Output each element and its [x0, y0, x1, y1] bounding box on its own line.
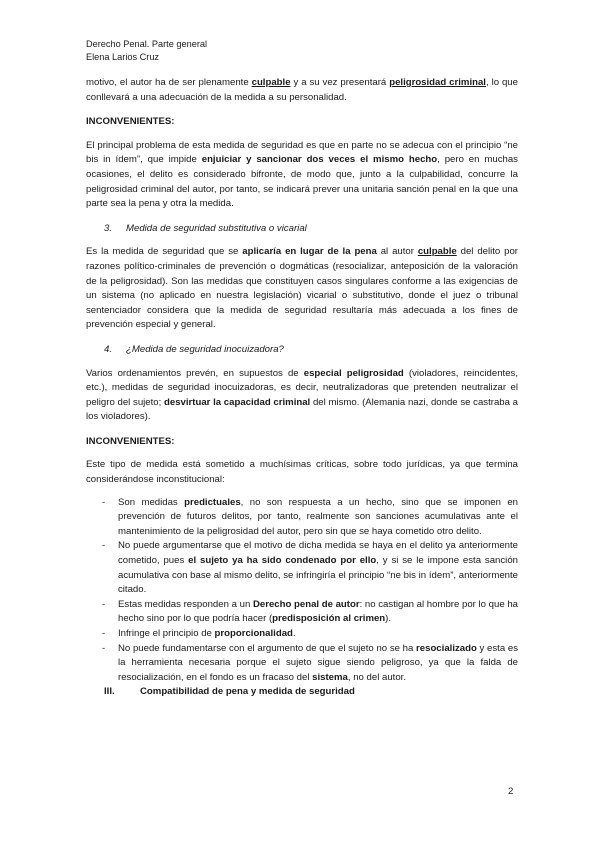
text: Es la medida de seguridad que se	[86, 246, 243, 258]
text: del mismo. (Alemania nazi, donde se castraba a los violadores).	[86, 396, 519, 423]
emphasis: sistema	[312, 671, 348, 683]
emphasis: enjuiciar y sancionar dos veces el mismo hecho	[201, 154, 438, 166]
text: del delito por razones político-criminales de prevención o dogmáticas (resocializar, anteposición de la valoración de la peligrosidad). Son las medidas que constituyen casos singulares conforme a las exigencias de un sistema (no aplicado en nuestra legislación) vicarial o substitutivo, donde el juez o tribunal sentenciador considera que la medida de seguridad resultaría más adecuada a los fines de prevención especial y general.	[86, 246, 518, 331]
paragraph-inocuizadora	[86, 367, 518, 425]
emphasis: especial peligrosidad	[303, 367, 404, 379]
text: Varios ordenamientos prevén, en supuestos de	[86, 367, 304, 379]
page-body	[86, 76, 518, 700]
list-item	[86, 496, 518, 540]
heading-inconvenientes-1: INCONVENIENTES:	[86, 116, 175, 128]
list-item	[86, 539, 518, 597]
text: : no castigan al hombre por lo que ha hecho sino por lo que podría hacer (	[118, 598, 519, 625]
paragraph-continuation	[86, 76, 518, 105]
text: y a su vez presentará	[290, 77, 390, 88]
dash-bullet: -	[102, 628, 106, 639]
text: al autor	[376, 246, 418, 258]
paragraph-inconvenientes-1	[86, 139, 518, 212]
emphasis: Derecho penal de autor	[252, 598, 360, 610]
emphasis-culpable: culpable	[417, 246, 457, 258]
text: ).	[385, 613, 392, 625]
criticism-list	[86, 496, 518, 686]
dash-bullet: -	[102, 642, 106, 654]
emphasis: predictuales	[184, 496, 241, 508]
subheading-text: ¿Medida de seguridad inocuizadora?	[126, 343, 284, 355]
text: No puede fundamentarse con el argumento de que el sujeto no se ha	[118, 642, 417, 654]
subheading-number: 4.	[104, 343, 113, 355]
subheading-number: 3.	[104, 222, 113, 234]
text: , lo que conllevará a una adecuación de la medida a su personalidad.	[86, 77, 518, 103]
paragraph-vicarial	[86, 245, 518, 333]
dash-bullet: -	[102, 496, 106, 508]
subheading-medida-vicarial	[86, 222, 518, 237]
text: Infringe el principio de	[118, 628, 215, 639]
list-item	[86, 598, 518, 627]
header-course-title: Derecho Penal. Parte general	[86, 39, 208, 49]
list-item	[86, 642, 518, 686]
emphasis: resocializado	[416, 642, 477, 654]
subheading-text: Medida de seguridad substitutiva o vicarial	[126, 222, 307, 234]
text: , no son respuesta a un hecho, sino que se imponen en prevención de futuros delitos, por tanto, realmente son sanciones acumulativas ante el mantenimiento de la peligrosidad del autor, pero sin que se haya cometido otro delito.	[118, 496, 519, 537]
emphasis: proporcionalidad	[214, 628, 293, 639]
section-title: Compatibilidad de pena y medida de seguridad	[140, 686, 355, 698]
emphasis-peligrosidad: peligrosidad criminal	[389, 77, 486, 88]
text: , no del autor.	[347, 671, 406, 683]
emphasis: desvirtuar la capacidad criminal	[164, 396, 311, 408]
text: y esta es la herramienta necesaria porque el sujeto sigue siendo peligroso, ya que la falda de resocialización, en el fondo es un fracaso del	[118, 642, 518, 683]
heading-inconvenientes-2: INCONVENIENTES:	[86, 435, 175, 447]
subheading-medida-inocuizadora	[86, 343, 518, 358]
text: Estas medidas responden a un	[118, 598, 253, 610]
page-header	[86, 38, 207, 64]
dash-bullet: -	[102, 598, 106, 610]
text: motivo, el autor ha de ser plenamente	[86, 77, 252, 88]
emphasis: predisposición al crimen	[272, 613, 386, 625]
emphasis: el sujeto ya ha sido condenado por ello	[188, 555, 377, 567]
section-number: III.	[104, 686, 115, 698]
text: Son medidas	[118, 496, 185, 508]
emphasis-culpable: culpable	[251, 77, 291, 88]
header-author: Elena Larios Cruz	[86, 52, 160, 62]
text: .	[292, 628, 296, 639]
text: , y si se le impone esta sanción acumulativa con base al mismo delito, se infringiría el principio “ne bis in ídem”, anteriormente citado.	[118, 555, 518, 596]
text: El principal problema de esta medida de seguridad es que en parte no se adecua con el principio “ne bis in ídem”, que impide	[86, 139, 518, 166]
emphasis: aplicaría en lugar de la pena	[242, 246, 377, 258]
section-heading-iii	[86, 685, 518, 700]
page-number: 2	[508, 786, 514, 797]
text: No puede argumentarse que el motivo de dicha medida se haya en el delito ya anteriormente cometido, pues	[118, 540, 518, 567]
text: (violadores, reincidentes, etc.), medidas de seguridad inocuizadoras, es decir, neutralizadoras que pretenden neutralizar el peligro del sujeto;	[86, 367, 518, 408]
paragraph-criticas: Este tipo de medida está sometido a muchísimas críticas, sobre todo jurídicas, ya que termina considerándose inconstitucional:	[86, 459, 518, 486]
dash-bullet: -	[102, 540, 106, 552]
list-item	[86, 627, 518, 642]
text: , pero en muchas ocasiones, el delito es considerado bifronte, de modo que, junto a la culpabilidad, concurre la peligrosidad criminal del autor, por tanto, se indicará prever una unitaria sanción penal en la que una parte sea la pena y otra la medida.	[86, 154, 518, 210]
